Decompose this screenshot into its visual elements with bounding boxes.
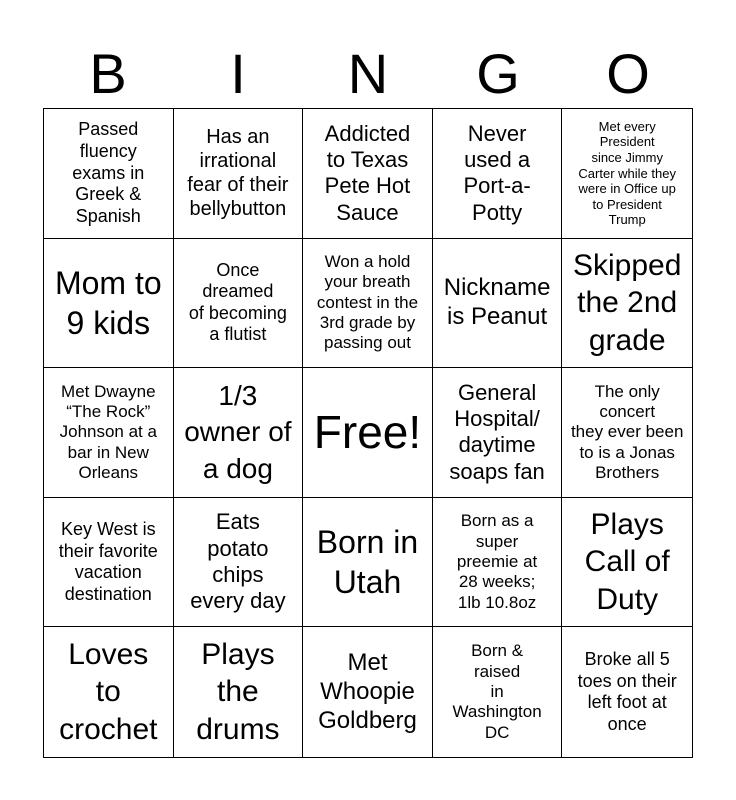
cell-text: 1/3 owner of a dog <box>184 379 292 484</box>
cell-text: Key West is their favorite vacation destination <box>58 518 158 604</box>
free-space-label: Free! <box>313 405 422 458</box>
cell-text: Plays the drums <box>196 637 280 746</box>
bingo-cell-free[interactable] <box>303 368 433 498</box>
bingo-cell-r5c5[interactable] <box>562 627 692 757</box>
bingo-cell-r1c1[interactable] <box>44 109 174 239</box>
bingo-cell-r2c1[interactable] <box>44 239 174 369</box>
cell-text: Born in Utah <box>316 524 419 601</box>
bingo-cell-r4c1[interactable] <box>44 498 174 628</box>
bingo-cell-r2c2[interactable] <box>174 239 304 369</box>
bingo-cell-r3c5[interactable] <box>562 368 692 498</box>
cell-text: Skipped the 2nd grade <box>572 248 682 357</box>
bingo-cell-r2c3[interactable] <box>303 239 433 369</box>
cell-text: Eats potato chips every day <box>190 509 286 614</box>
bingo-header <box>43 40 693 108</box>
header-letter-o: O <box>606 42 650 105</box>
bingo-cell-r3c1[interactable] <box>44 368 174 498</box>
bingo-cell-r2c5[interactable] <box>562 239 692 369</box>
header-letter-g: G <box>476 42 520 105</box>
cell-text: Passed fluency exams in Greek & Spanish <box>72 119 145 226</box>
cell-text: Loves to crochet <box>59 637 158 746</box>
bingo-cell-r1c3[interactable] <box>303 109 433 239</box>
cell-text: Born & raised in Washington DC <box>452 641 542 742</box>
cell-text: Once dreamed of becoming a flutist <box>188 259 287 345</box>
bingo-cell-r5c3[interactable] <box>303 627 433 757</box>
bingo-cell-r4c2[interactable] <box>174 498 304 628</box>
bingo-cell-r5c2[interactable] <box>174 627 304 757</box>
header-letter-b: B <box>89 42 127 105</box>
cell-text: Never used a Port-a- Potty <box>463 120 531 225</box>
cell-text: Addicted to Texas Pete Hot Sauce <box>324 120 411 225</box>
cell-text: Has an irrational fear of their bellybutton <box>187 126 289 221</box>
cell-text: Met Dwayne “The Rock” Johnson at a bar in New Orleans <box>59 381 157 483</box>
header-letter-n: N <box>347 42 389 105</box>
bingo-cell-r3c2[interactable] <box>174 368 304 498</box>
cell-text: Nickname is Peanut <box>443 274 551 330</box>
cell-text: Born as a super preemie at 28 weeks; 1lb 10.8oz <box>456 511 538 612</box>
cell-text: The only concert they ever been to is a Jonas Brothers <box>570 381 684 483</box>
bingo-cell-r2c4[interactable] <box>433 239 563 369</box>
bingo-board <box>43 108 693 758</box>
bingo-cell-r4c5[interactable] <box>562 498 692 628</box>
cell-text: Met every President since Jimmy Carter while they were in Office up to President Trump <box>578 118 676 228</box>
cell-text: Met Whoopie Goldberg <box>318 649 417 734</box>
header-letter-i: I <box>230 42 246 105</box>
bingo-cell-r1c4[interactable] <box>433 109 563 239</box>
bingo-cell-r1c2[interactable] <box>174 109 304 239</box>
cell-text: Plays Call of Duty <box>584 507 670 616</box>
cell-text: Won a hold your breath contest in the 3rd grade by passing out <box>316 251 419 353</box>
bingo-cell-r1c5[interactable] <box>562 109 692 239</box>
bingo-cell-r5c1[interactable] <box>44 627 174 757</box>
cell-text: Mom to 9 kids <box>54 264 162 341</box>
cell-text: General Hospital/ daytime soaps fan <box>449 379 545 484</box>
bingo-cell-r3c4[interactable] <box>433 368 563 498</box>
bingo-cell-r5c4[interactable] <box>433 627 563 757</box>
bingo-cell-r4c4[interactable] <box>433 498 563 628</box>
bingo-cell-r4c3[interactable] <box>303 498 433 628</box>
cell-text: Broke all 5 toes on their left foot at once <box>577 649 677 734</box>
